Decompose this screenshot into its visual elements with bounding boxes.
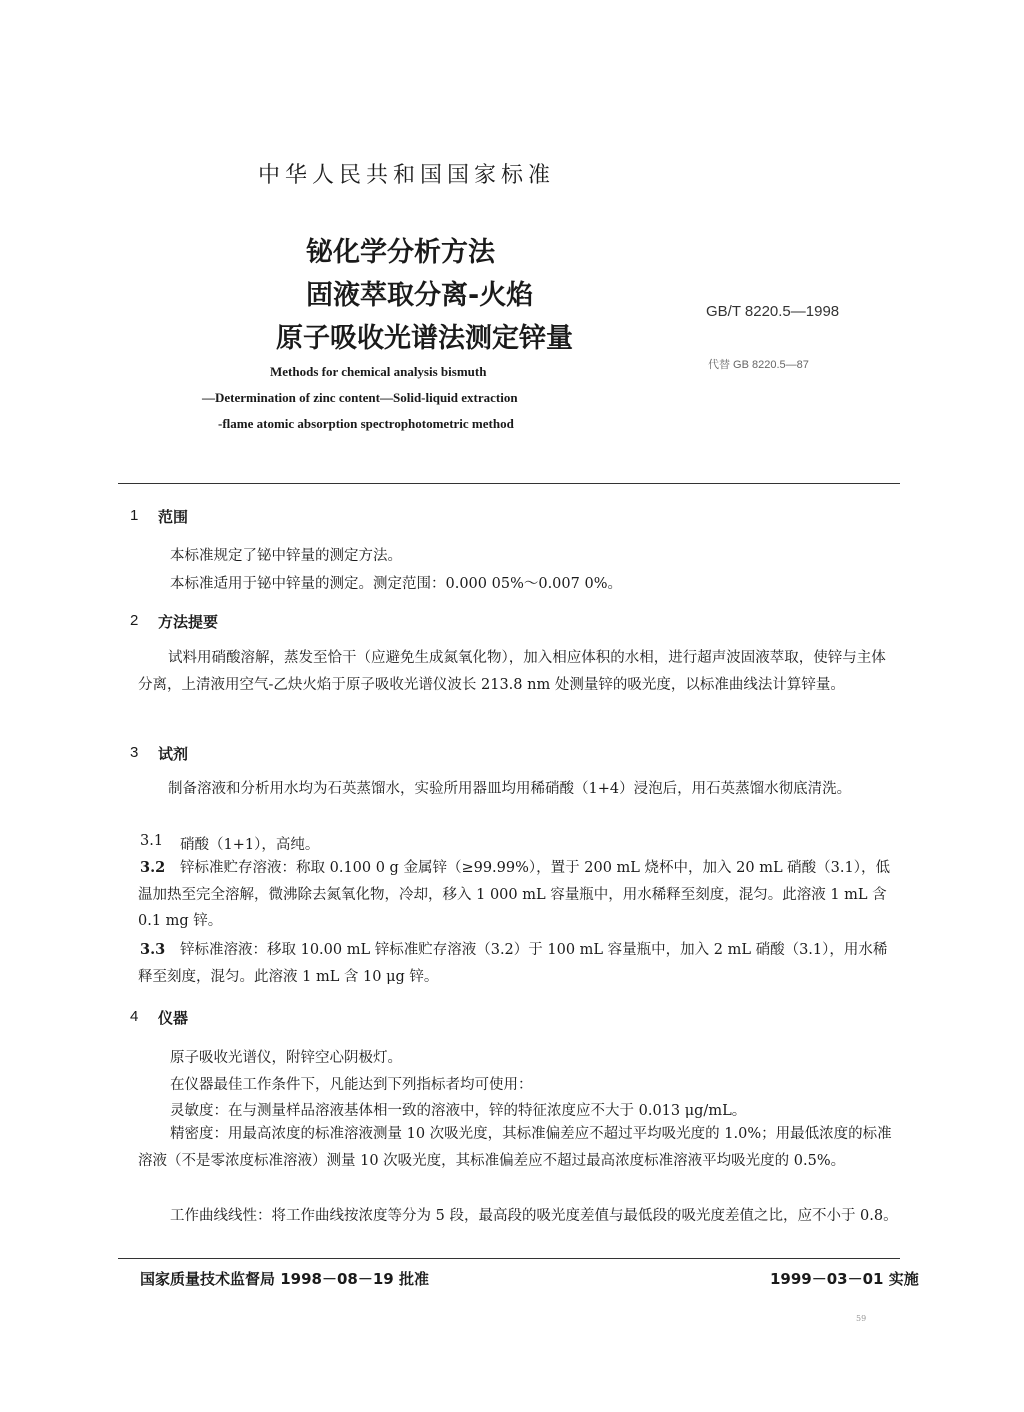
section-2-number: 2 xyxy=(130,612,139,629)
approval-line: 国家质量技术监督局 1998－08－19 批准 xyxy=(140,1270,429,1288)
section-3-number: 3 xyxy=(130,744,139,761)
item-3-3-number: 3.3 xyxy=(140,941,166,958)
section-1-paragraph-1: 本标准规定了铋中锌量的测定方法。 xyxy=(170,548,402,564)
section-4-precision: 精密度：用最高浓度的标准溶液测量 10 次吸光度，其标准偏差应不超过平均吸光度的 1.0%；用最低浓度的标准溶液（不是零浓度标准溶液）测量 10 次吸光度，其标准偏差应不超过最高浓度标准溶液平均吸光度的 0.5%。 xyxy=(138,1126,892,1169)
standard-code: GB/T 8220.5—1998 xyxy=(706,303,840,320)
section-4-title: 仪器 xyxy=(158,1009,189,1027)
section-2-title: 方法提要 xyxy=(158,613,219,631)
title-line-1: 铋化学分析方法 xyxy=(306,237,495,268)
section-4-linearity: 工作曲线线性：将工作曲线按浓度等分为 5 段，最高段的吸光度差值与最低段的吸光度差值之比，应不小于 0.8。 xyxy=(170,1208,898,1224)
header-divider xyxy=(118,483,900,484)
item-3-2-text: 锌标准贮存溶液：称取 0.100 0 g 金属锌（≥99.99%），置于 200 mL 烧杯中，加入 20 mL 硝酸（3.1），低温加热至完全溶解，微沸除去氮氧化物，冷却，移入 1 000 mL 容量瓶中，用水稀释至刻度，混匀。此溶液 1 mL 含 0.1 mg 锌。 xyxy=(138,860,890,929)
title-line-3: 原子吸收光谱法测定锌量 xyxy=(276,323,573,354)
section-1-number: 1 xyxy=(130,507,139,524)
standard-replaces: 代替 GB 8220.5—87 xyxy=(708,359,809,371)
section-4-paragraph-1: 原子吸收光谱仪，附锌空心阴极灯。 xyxy=(170,1050,402,1066)
section-4-number: 4 xyxy=(130,1008,139,1025)
english-title-line-1: Methods for chemical analysis bismuth xyxy=(270,364,487,379)
org-title: 中华人民共和国国家标准 xyxy=(258,163,556,188)
section-2-paragraph: 试料用硝酸溶解，蒸发至恰干（应避免生成氮氧化物），加入相应体积的水相，进行超声波固液萃取，使锌与主体分离，上清液用空气-乙炔火焰于原子吸收光谱仪波长 213.8 nm 处测量锌的吸光度，以标准曲线法计算锌量。 xyxy=(138,650,886,693)
title-line-2: 固液萃取分离-火焰 xyxy=(306,280,534,311)
item-3-3-text: 锌标准溶液：移取 10.00 mL 锌标准贮存溶液（3.2）于 100 mL 容量瓶中，加入 2 mL 硝酸（3.1），用水稀释至刻度，混匀。此溶液 1 mL 含 10 μg 锌。 xyxy=(138,942,888,985)
english-title-line-2: —Determination of zinc content—Solid-liquid extraction xyxy=(202,390,518,405)
footer-divider xyxy=(118,1258,900,1259)
implementation-line: 1999－03－01 实施 xyxy=(770,1270,919,1288)
section-3-title: 试剂 xyxy=(158,745,189,763)
section-4-sensitivity: 灵敏度：在与测量样品溶液基体相一致的溶液中，锌的特征浓度应不大于 0.013 μg/mL。 xyxy=(170,1103,747,1119)
section-4-paragraph-2: 在仪器最佳工作条件下，凡能达到下列指标者均可使用： xyxy=(170,1077,533,1093)
item-3-2-number: 3.2 xyxy=(140,859,166,876)
english-title-line-3: -flame atomic absorption spectrophotometric method xyxy=(218,416,514,431)
item-3-1-text: 硝酸（1+1），高纯。 xyxy=(180,837,320,853)
section-1-paragraph-2: 本标准适用于铋中锌量的测定。测定范围：0.000 05%～0.007 0%。 xyxy=(170,576,622,592)
section-1-title: 范围 xyxy=(158,508,189,526)
section-3-intro: 制备溶液和分析用水均为石英蒸馏水，实验所用器皿均用稀硝酸（1+4）浸泡后，用石英蒸馏水彻底清洗。 xyxy=(168,781,852,797)
item-3-1-number: 3.1 xyxy=(140,833,164,849)
page-number: 59 xyxy=(856,1314,867,1323)
